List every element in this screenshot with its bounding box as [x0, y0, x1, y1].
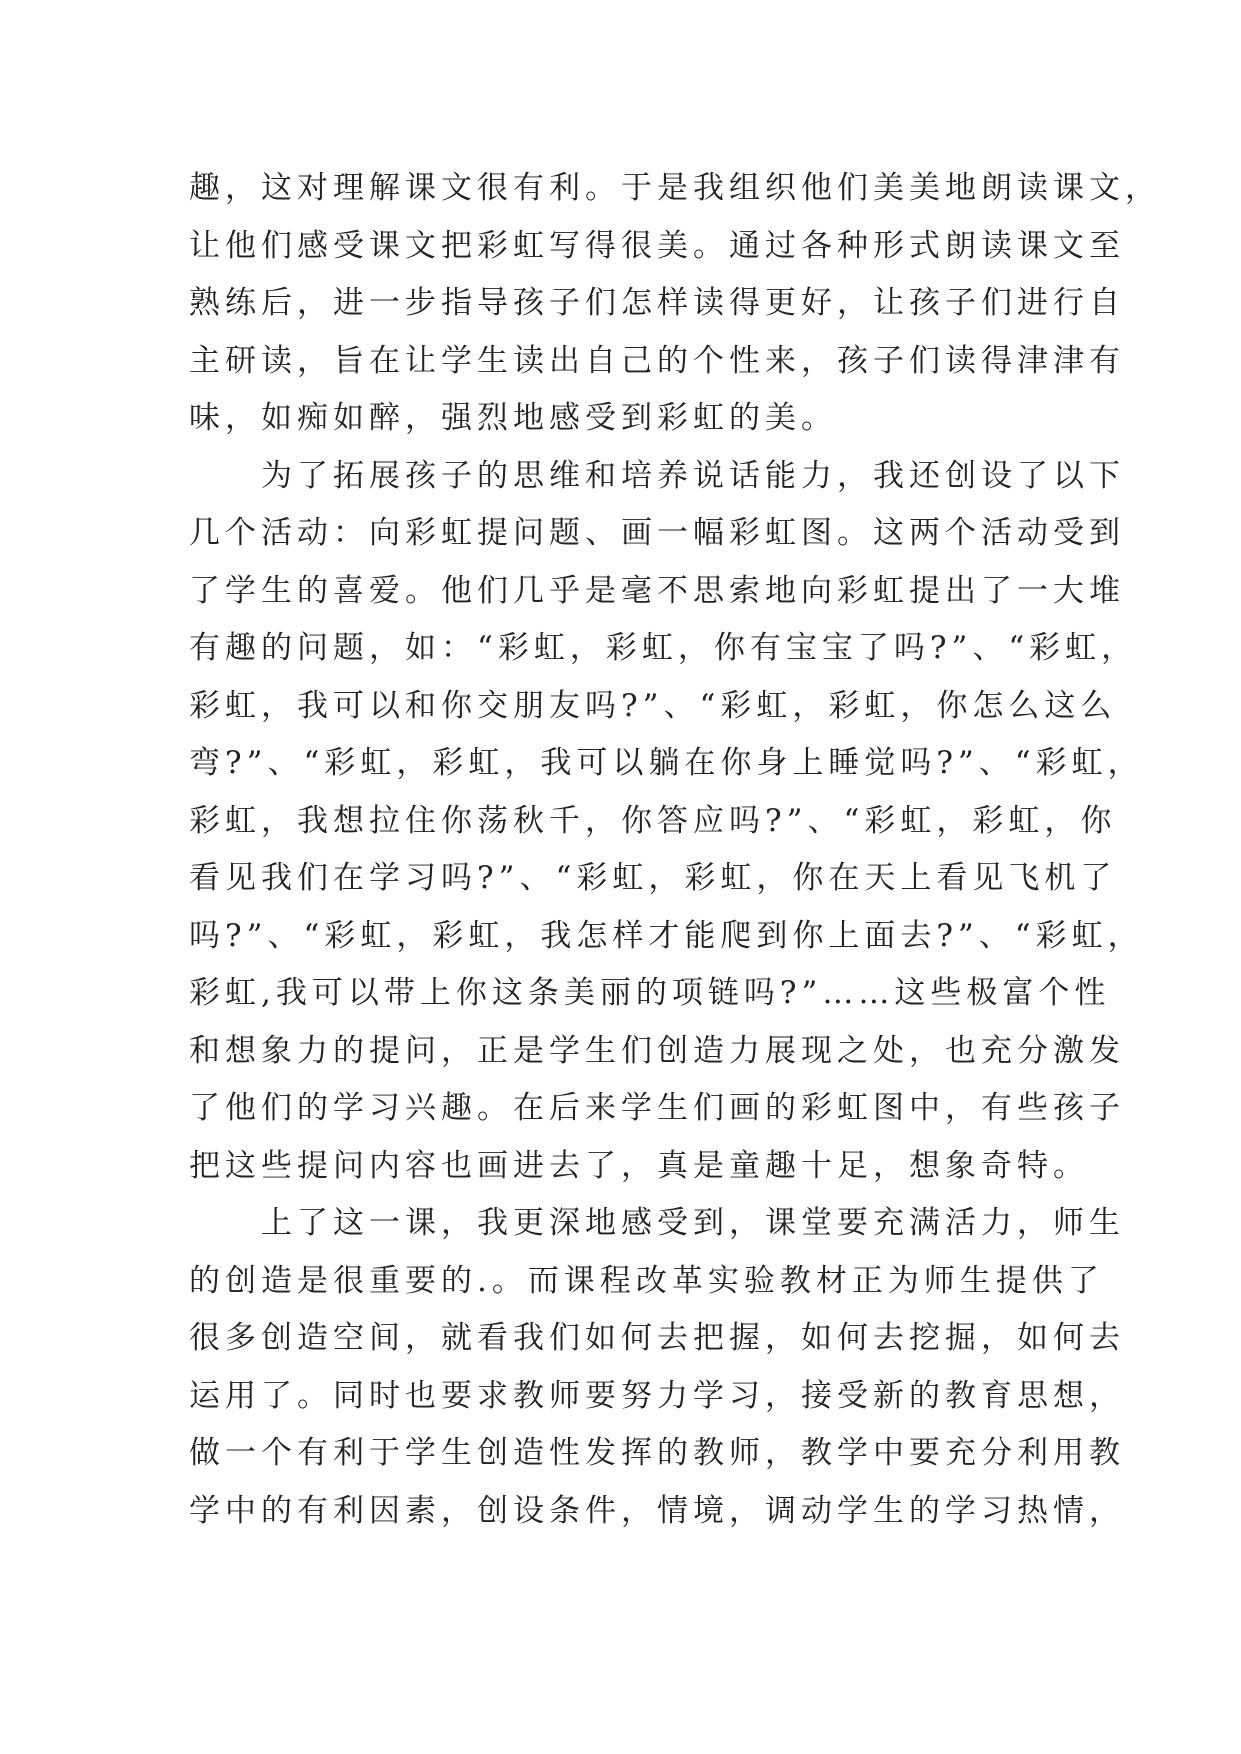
text-line: 的创造是很重要的.。而课程改革实验教材正为师生提供了: [189, 1262, 1104, 1299]
text-line: 了学生的喜爱。他们几乎是毫不思索地向彩虹提出了一大堆: [189, 572, 1125, 609]
text-line: 彩虹，我可以和你交朋友吗?”、“彩虹，彩虹，你怎么这么: [189, 687, 1117, 724]
text-line: 和想象力的提问，正是学生们创造力展现之处，也充分激发: [189, 1032, 1125, 1069]
text-line: 把这些提问内容也画进去了，真是童趣十足，想象奇特。: [189, 1147, 1089, 1184]
text-line: 几个活动：向彩虹提问题、画一幅彩虹图。这两个活动受到: [189, 515, 1125, 551]
text-line: 做一个有利于学生创造性发挥的教师，教学中要充分利用教: [189, 1435, 1125, 1471]
text-line: 味，如痴如醉，强烈地感受到彩虹的美。: [189, 400, 837, 436]
text-line: 彩虹,我可以带上你这条美丽的项链吗?”……这些极富个性: [189, 975, 1111, 1011]
text-line: 看见我们在学习吗?”、“彩虹，彩虹，你在天上看见飞机了: [189, 860, 1117, 896]
text-line: 吗?”、“彩虹，彩虹，我怎样才能爬到你上面去?”、“彩虹，: [189, 917, 1144, 954]
text-line: 有趣的问题，如：“彩虹，彩虹，你有宝宝了吗?”、“彩虹，: [189, 630, 1138, 666]
text-line: 上了这一课，我更深地感受到，课堂要充满活力，师生: [189, 1205, 1125, 1241]
text-line: 趣，这对理解课文很有利。于是我组织他们美美地朗读课文，: [189, 170, 1161, 206]
body-text: [189, 160, 1161, 1540]
text-line: 了他们的学习兴趣。在后来学生们画的彩虹图中，有些孩子: [189, 1090, 1125, 1126]
text-line: 让他们感受课文把彩虹写得很美。通过各种形式朗读课文至: [189, 227, 1125, 264]
text-line: 熟练后，进一步指导孩子们怎样读得更好，让孩子们进行自: [189, 285, 1125, 321]
text-line: 很多创造空间，就看我们如何去把握，如何去挖掘，如何去: [189, 1320, 1125, 1356]
text-line: 弯?”、“彩虹，彩虹，我可以躺在你身上睡觉吗?”、“彩虹，: [189, 745, 1144, 781]
text-line: 主研读，旨在让学生读出自己的个性来，孩子们读得津津有: [189, 342, 1125, 379]
text-line: 运用了。同时也要求教师要努力学习，接受新的教育思想，: [189, 1377, 1125, 1414]
text-line: 彩虹，我想拉住你荡秋千，你答应吗?”、“彩虹，彩虹，你: [189, 802, 1117, 839]
text-line: 学中的有利因素，创设条件，情境，调动学生的学习热情，: [189, 1492, 1125, 1529]
text-line: 为了拓展孩子的思维和培养说话能力，我还创设了以下: [189, 457, 1125, 494]
